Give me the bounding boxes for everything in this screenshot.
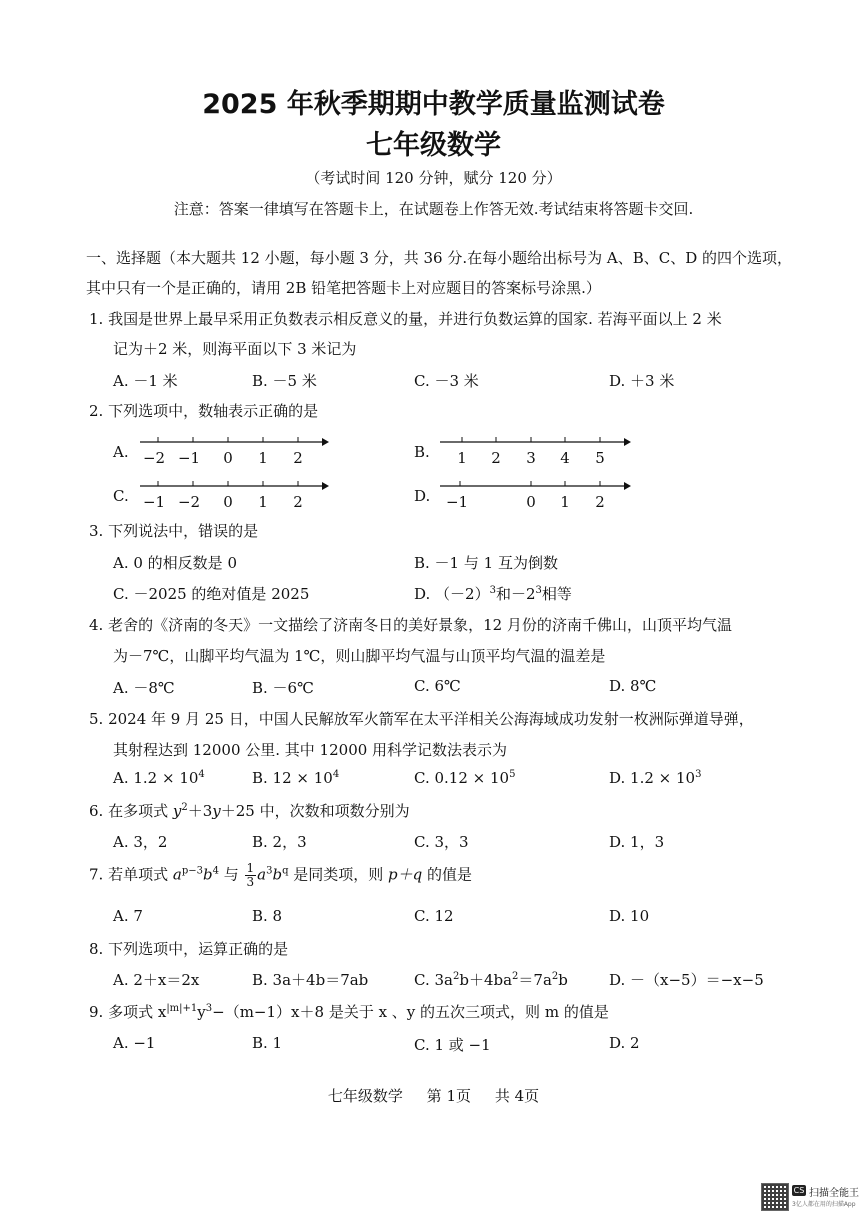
exponent: 2 (512, 971, 519, 982)
q3-option-d (414, 583, 572, 604)
text: D. 1.2 × 10 (609, 769, 696, 787)
text: ＋3 (187, 802, 213, 820)
tick-label: 1 (258, 493, 268, 511)
q4-option-d: D. 8℃ (609, 677, 657, 695)
page-footer: 七年级数学 第 1页 共 4页 (327, 1087, 540, 1105)
q5-option-d (609, 769, 701, 787)
exponent: 4 (332, 769, 340, 780)
variable: y (212, 802, 221, 820)
q1-option-c: C. －3 米 (414, 372, 479, 390)
text: 是同类项，则 (288, 865, 389, 884)
q5-option-c (414, 769, 515, 787)
tick-label: −1 (445, 493, 469, 511)
exponent: p−3 (181, 865, 203, 877)
q6-option-d: D. 1，3 (609, 833, 665, 851)
q4-stem-line1: 4. 老舍的《济南的冬天》一文描绘了济南冬日的美好景象，12 月份的济南千佛山，山顶平均气温 (89, 616, 732, 634)
q9-option-a: A. −1 (113, 1034, 156, 1052)
q6-option-a: A. 3，2 (113, 833, 168, 851)
q1-option-b: B. －5 米 (252, 372, 317, 390)
q1-option-a: A. －1 米 (113, 372, 178, 390)
q4-option-a: A. －8℃ (113, 679, 175, 697)
tick-label: −1 (177, 449, 201, 467)
q2-option-c-letter: C. (113, 487, 129, 505)
q2-option-b-letter: B. (414, 443, 430, 461)
tick-label: 2 (491, 449, 501, 467)
q5-option-a (113, 769, 205, 787)
tick-label: 0 (223, 493, 233, 511)
text: ＋25 (220, 802, 255, 820)
q8-option-a: A. 2＋x＝2x (113, 971, 200, 989)
exponent: 3 (489, 585, 496, 596)
q7-option-a: A. 7 (113, 907, 143, 925)
watermark-app-name: 扫描全能王 (809, 1188, 859, 1199)
text: ＝7a (518, 971, 552, 989)
q3-option-b: B. －1 与 1 互为倒数 (414, 554, 558, 572)
text: C. 0.12 × 10 (414, 769, 510, 787)
variable: p＋q (388, 865, 423, 884)
text: D. （－2） (414, 585, 490, 603)
q4-option-c: C. 6℃ (414, 677, 461, 695)
variable: a (257, 865, 267, 884)
tick-label: 2 (293, 449, 303, 467)
exponent: 3 (695, 769, 702, 780)
q8-option-b: B. 3a＋4b＝7ab (252, 971, 369, 989)
tick-label: 2 (595, 493, 605, 511)
q2-number-line-a (138, 432, 330, 468)
q9-option-c: C. 1 或 −1 (414, 1036, 491, 1054)
q3-option-a: A. 0 的相反数是 0 (113, 554, 237, 572)
text: C. 3a (414, 971, 453, 989)
variable: y (172, 802, 182, 820)
q1-stem-line1: 1. 我国是世界上最早采用正负数表示相反意义的量，并进行负数运算的国家. 若海平面以上 2 米 (89, 310, 722, 328)
tick-label: 4 (560, 449, 570, 467)
exponent: q (282, 865, 289, 877)
q6-stem (89, 800, 410, 821)
q6-option-b: B. 2，3 (252, 833, 307, 851)
tick-label: −2 (177, 493, 201, 511)
text: 的值是 (422, 865, 473, 884)
text: 中，次数和项数分别为 (254, 802, 410, 820)
q4-option-b: B. －6℃ (252, 679, 314, 697)
text: 6. 在多项式 (89, 802, 173, 820)
q2-option-d-letter: D. (414, 487, 431, 505)
q6-option-c: C. 3，3 (414, 833, 469, 851)
text: 和－2 (495, 585, 536, 603)
tick-label: 0 (526, 493, 536, 511)
q7-option-c: C. 12 (414, 907, 454, 925)
text: 7. 若单项式 (89, 865, 173, 884)
q5-stem-line1: 5. 2024 年 9 月 25 日，中国人民解放军火箭军在太平洋相关公海海域成功发射一枚洲际弹道导弹， (89, 710, 754, 728)
tick-label: 1 (258, 449, 268, 467)
q3-stem: 3. 下列说法中，错误的是 (89, 522, 259, 540)
q2-number-line-b (438, 432, 633, 468)
exponent: 4 (212, 865, 219, 877)
q5-option-b (252, 769, 339, 787)
variable: a (172, 865, 182, 884)
exam-title: 2025 年秋季期期中教学质量监测试卷 (202, 89, 665, 120)
watermark-tagline: 3亿人都在用的扫描App (792, 1201, 856, 1208)
fraction-numerator: 1 (246, 861, 255, 875)
exponent: 3 (205, 1003, 213, 1014)
tick-label: 2 (293, 493, 303, 511)
fraction (245, 862, 257, 889)
tick-label: 0 (223, 449, 233, 467)
q7-option-b: B. 8 (252, 907, 283, 925)
text: A. 1.2 × 10 (113, 769, 199, 787)
q8-option-c (414, 969, 568, 990)
exponent: 3 (535, 585, 542, 596)
q3-option-c: C. －2025 的绝对值是 2025 (113, 585, 310, 603)
text: 与 (218, 865, 244, 884)
tick-label: 1 (560, 493, 570, 511)
q9-option-b: B. 1 (252, 1034, 283, 1052)
tick-label: −2 (142, 449, 166, 467)
exponent: 2 (452, 971, 460, 982)
text: y (197, 1003, 206, 1021)
exam-notice: 注意：答案一律填写在答题卡上，在试题卷上作答无效.考试结束将答题卡交回. (173, 200, 694, 218)
q8-option-d: D. －（x−5）＝−x−5 (609, 971, 764, 989)
camscanner-logo-icon: CS (793, 1186, 805, 1195)
q2-stem: 2. 下列选项中，数轴表示正确的是 (89, 402, 319, 420)
tick-label: 1 (457, 449, 467, 467)
q7-option-d: D. 10 (609, 907, 650, 925)
tick-label: 3 (526, 449, 536, 467)
fraction-denominator: 3 (246, 875, 255, 889)
exponent: 2 (181, 802, 188, 813)
text: b＋4ba (459, 971, 513, 989)
exponent: 5 (509, 769, 516, 780)
q8-stem: 8. 下列选项中，运算正确的是 (89, 940, 289, 958)
text: 9. 多项式 x (89, 1003, 167, 1021)
tick-label: −1 (142, 493, 166, 511)
variable: b (202, 865, 213, 884)
q2-option-a-letter: A. (113, 443, 129, 461)
q1-stem-line2: 记为＋2 米，则海平面以下 3 米记为 (113, 340, 357, 358)
exponent: |m|+1 (166, 1003, 198, 1014)
q7-stem (89, 862, 472, 889)
q9-option-d: D. 2 (609, 1034, 640, 1052)
text: B. 12 × 10 (252, 769, 333, 787)
text: b (558, 971, 568, 989)
qr-code-icon (761, 1183, 789, 1211)
q2-number-line-c (138, 476, 330, 512)
section1-line2: 其中只有一个是正确的，请用 2B 铅笔把答题卡上对应题目的答案标号涂黑.） (86, 279, 601, 297)
section1-line1: 一、选择题（本大题共 12 小题，每小题 3 分，共 36 分.在每小题给出标号为 A、B、C、D 的四个选项， (86, 249, 792, 267)
exponent: 3 (266, 865, 273, 877)
tick-label: 5 (595, 449, 605, 467)
q5-stem-line2: 其射程达到 12000 公里. 其中 12000 用科学记数法表示为 (113, 741, 508, 759)
q9-stem (89, 1001, 609, 1022)
q4-stem-line2: 为－7℃，山脚平均气温为 1℃，则山脚平均气温与山顶平均气温的温差是 (113, 647, 606, 665)
q1-option-d: D. ＋3 米 (609, 372, 675, 390)
q2-number-line-d (438, 476, 633, 512)
exam-info: （考试时间 120 分钟，赋分 120 分） (305, 169, 562, 187)
variable: b (272, 865, 283, 884)
text: 相等 (541, 585, 572, 603)
exponent: 4 (198, 769, 205, 780)
text: −（m−1）x＋8 是关于 x 、y 的五次三项式，则 m 的值是 (212, 1003, 609, 1021)
exponent: 2 (551, 971, 559, 982)
exam-subject: 七年级数学 (366, 130, 501, 161)
